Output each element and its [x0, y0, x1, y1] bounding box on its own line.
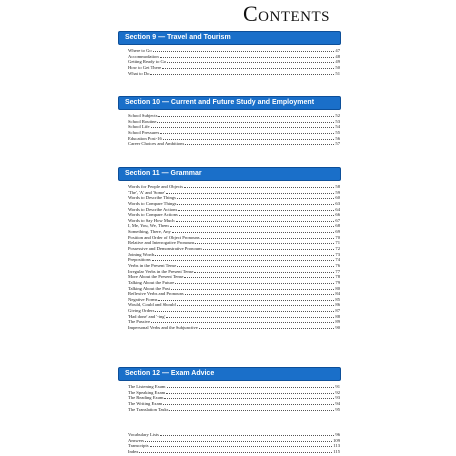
section-heading: Section 10 — Current and Future Study and Employment — [118, 96, 341, 110]
dot-leader — [167, 384, 335, 388]
entry-title: Joining Words — [128, 251, 155, 257]
entry-title: Position and Order of Object Pronouns — [128, 234, 200, 240]
dot-leader — [139, 449, 332, 453]
entry-title: Relative and Interrogative Pronouns — [128, 240, 195, 246]
entry-page-number: 96 — [335, 432, 340, 437]
entry-title: Getting Ready to Go — [128, 59, 167, 65]
dot-leader — [164, 395, 334, 399]
dot-leader — [194, 269, 334, 273]
entry-title: Words to Compare Things — [128, 200, 177, 206]
entry-title: The Reading Exam — [128, 395, 164, 401]
entry-title: Prepositions — [128, 257, 151, 263]
section-entries — [118, 384, 341, 412]
back-matter — [118, 432, 341, 455]
dot-leader — [177, 195, 335, 199]
entry-page-number: 58 — [335, 184, 340, 189]
dot-leader — [203, 246, 334, 250]
entry-title: I, Me, You, We, Them — [128, 223, 169, 229]
entry-title: Where to Go — [128, 48, 152, 53]
page-title: Contents — [243, 1, 331, 26]
dot-leader — [153, 48, 335, 52]
dot-leader — [184, 274, 334, 278]
dot-leader — [158, 113, 334, 117]
entry-page-number: 79 — [335, 279, 340, 285]
dot-leader — [166, 190, 334, 194]
entry-page-number: 89 — [335, 319, 340, 325]
entry-page-number: 91 — [335, 384, 340, 389]
entry-page-number: 67 — [335, 217, 340, 223]
entry-page-number: 72 — [335, 246, 340, 252]
section-heading: Section 9 — Travel and Tourism — [118, 31, 341, 45]
entry-page-number: 57 — [335, 141, 340, 147]
entry-title: How to Get There — [128, 64, 162, 70]
entry-page-number: 115 — [333, 448, 340, 454]
dot-leader — [155, 308, 334, 312]
entry-page-number: 87 — [335, 308, 340, 314]
entry-title: School Pressures — [128, 129, 160, 135]
toc-entry[interactable] — [118, 407, 341, 413]
section-entries — [118, 113, 341, 147]
dot-leader — [155, 252, 334, 256]
entry-title: Words to Say How Much — [128, 217, 175, 223]
entry-page-number: 53 — [335, 118, 340, 124]
entry-page-number: 76 — [335, 262, 340, 268]
toc-entry[interactable] — [118, 449, 341, 455]
entry-title: Irregular Verbs in the Present Tense — [128, 268, 194, 274]
entry-page-number: 49 — [335, 59, 340, 65]
dot-leader — [160, 130, 334, 134]
dot-leader — [199, 325, 335, 329]
entry-title: The Writing Exam — [128, 400, 163, 406]
dot-leader — [172, 229, 335, 233]
entry-title: Education Post-16 — [128, 135, 162, 141]
dot-leader — [166, 314, 334, 318]
dot-leader — [160, 54, 335, 58]
entry-title: 'Had done' and '-ing' — [128, 313, 166, 319]
section-entries — [118, 48, 341, 76]
entry-title: School Routine — [128, 118, 157, 124]
entry-title: Talking About the Past — [128, 285, 170, 291]
entry-title: Accommodation — [128, 53, 159, 59]
entry-page-number: 74 — [335, 257, 340, 263]
entry-page-number: 63 — [335, 200, 340, 206]
toc-entry[interactable] — [118, 71, 341, 77]
dot-leader — [145, 438, 332, 442]
dot-leader — [201, 235, 335, 239]
dot-leader — [177, 201, 334, 205]
entry-page-number: 88 — [335, 313, 340, 319]
entry-title: 'The', 'A' and 'Some' — [128, 189, 166, 195]
entry-page-number: 84 — [335, 291, 340, 297]
entry-title: What to Do — [128, 70, 150, 76]
section-10 — [118, 96, 341, 147]
entry-page-number: 55 — [335, 129, 340, 135]
entry-title: Would, Could and Should — [128, 302, 176, 308]
dot-leader — [176, 218, 335, 222]
entry-title: The Translation Tasks — [128, 406, 169, 412]
entry-title: Reflexive Verbs and Pronouns — [128, 291, 184, 297]
entry-page-number: 60 — [335, 195, 340, 201]
entry-title: Index — [128, 448, 139, 454]
entry-page-number: 86 — [335, 302, 340, 308]
entry-title: The Passive — [128, 319, 151, 325]
entry-page-number: 50 — [335, 64, 340, 70]
dot-leader — [150, 443, 333, 447]
entry-title: Something, There, Any — [128, 229, 171, 235]
entry-page-number: 52 — [335, 113, 340, 118]
entry-page-number: 56 — [335, 135, 340, 141]
entry-title: More About the Present Tense — [128, 274, 184, 280]
entry-page-number: 69 — [335, 229, 340, 235]
dot-leader — [170, 223, 335, 227]
entry-title: The Listening Exam — [128, 384, 166, 389]
dot-leader — [175, 280, 334, 284]
section-9 — [118, 31, 341, 76]
entry-title: Words for People and Objects — [128, 184, 183, 189]
entry-title: Answers — [128, 437, 145, 443]
entry-page-number: 95 — [335, 406, 340, 412]
dot-leader — [163, 401, 334, 405]
entry-page-number: 59 — [335, 189, 340, 195]
entry-page-number: 68 — [335, 223, 340, 229]
entry-page-number: 66 — [335, 212, 340, 218]
entry-title: Transcripts — [128, 443, 149, 449]
dot-leader — [163, 136, 335, 140]
entry-page-number: 109 — [333, 437, 340, 443]
misc-entries — [118, 432, 341, 455]
entry-page-number: 70 — [335, 234, 340, 240]
dot-leader — [185, 291, 335, 295]
toc-entry[interactable] — [118, 141, 341, 147]
entry-title: Possessive and Demonstrative Pronouns — [128, 246, 203, 252]
entry-page-number: 51 — [335, 70, 340, 76]
entry-page-number: 85 — [335, 296, 340, 302]
entry-title: Negative Forms — [128, 296, 158, 302]
dot-leader — [152, 257, 335, 261]
dot-leader — [151, 319, 334, 323]
entry-title: Words to Describe Actions — [128, 206, 178, 212]
entry-title: Words to Compare Actions — [128, 212, 178, 218]
entry-title: Giving Orders — [128, 308, 155, 314]
entry-title: Career Choices and Ambitions — [128, 141, 185, 147]
dot-leader — [150, 71, 334, 75]
dot-leader — [195, 240, 334, 244]
entry-title: Verbs in the Present Tense — [128, 262, 177, 268]
entry-page-number: 113 — [333, 443, 340, 449]
dot-leader — [177, 302, 335, 306]
entry-title: Impersonal Verbs and the Subjunctive — [128, 325, 198, 331]
toc-entry[interactable] — [118, 325, 341, 331]
entry-page-number: 80 — [335, 285, 340, 291]
entry-page-number: 48 — [335, 53, 340, 59]
entry-page-number: 77 — [335, 268, 340, 274]
entry-page-number: 54 — [335, 124, 340, 130]
dot-leader — [166, 390, 334, 394]
entry-page-number: 78 — [335, 274, 340, 280]
entry-page-number: 47 — [335, 48, 340, 53]
entry-page-number: 90 — [335, 325, 340, 331]
dot-leader — [157, 119, 334, 123]
dot-leader — [169, 407, 334, 411]
section-heading: Section 11 — Grammar — [118, 167, 341, 181]
dot-leader — [184, 184, 334, 188]
entry-page-number: 73 — [335, 251, 340, 257]
dot-leader — [160, 432, 334, 436]
dot-leader — [162, 65, 334, 69]
dot-leader — [167, 59, 334, 63]
entry-page-number: 93 — [335, 395, 340, 401]
entry-page-number: 64 — [335, 206, 340, 212]
dot-leader — [177, 263, 334, 267]
entry-title: Talking About the Future — [128, 279, 175, 285]
dot-leader — [158, 297, 334, 301]
section-11 — [118, 167, 341, 331]
dot-leader — [178, 207, 334, 211]
entry-title: School Life — [128, 124, 150, 130]
dot-leader — [171, 286, 334, 290]
entry-title: Words to Describe Things — [128, 195, 176, 201]
entry-page-number: 92 — [335, 389, 340, 395]
entry-page-number: 71 — [335, 240, 340, 246]
dot-leader — [185, 141, 334, 145]
entry-title: The Speaking Exam — [128, 389, 166, 395]
entry-title: Vocabulary Lists — [128, 432, 159, 437]
dot-leader — [179, 212, 335, 216]
entry-title: School Subjects — [128, 113, 158, 118]
entry-page-number: 94 — [335, 400, 340, 406]
section-12 — [118, 367, 341, 412]
section-entries — [118, 184, 341, 331]
section-heading: Section 12 — Exam Advice — [118, 367, 341, 381]
dot-leader — [151, 124, 335, 128]
